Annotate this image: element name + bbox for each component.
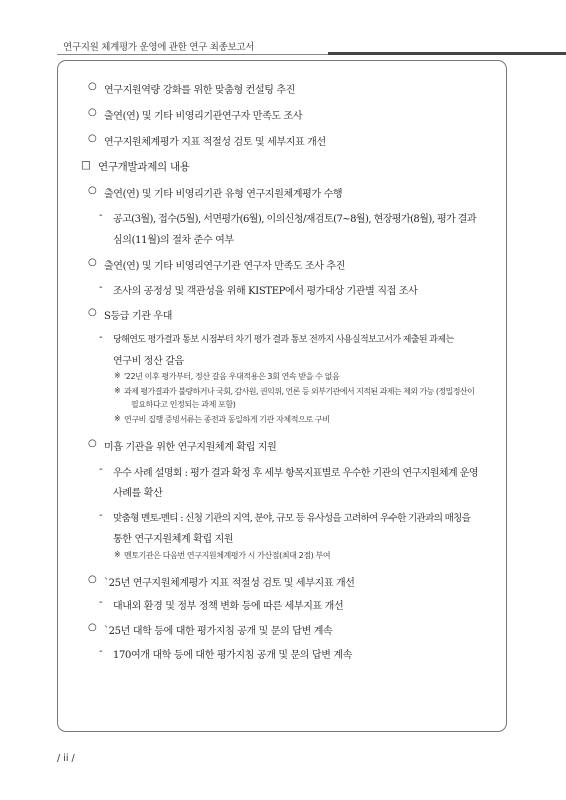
circle-bullet: ○ (88, 438, 97, 449)
note-mark: ※ (114, 414, 121, 423)
sub-item-text: 맞춤형 멘토-멘티 : 신청 기관의 지역, 분야, 규모 등 유사성을 고려하여 우수한 기관과의 매칭을 (113, 513, 471, 524)
sub-item-text: 심의(11월)의 절차 준수 여부 (113, 235, 234, 246)
dash-bullet: - (99, 510, 103, 521)
circle-bullet: ○ (88, 133, 97, 144)
header-rule-accent (328, 52, 566, 55)
note-mark: ※ (114, 550, 121, 559)
circle-bullet: ○ (88, 574, 97, 585)
item-title-text: S등급 기관 우대 (104, 311, 173, 322)
intro-item-text: 출연(연) 및 기타 비영리기관연구자 만족도 조사 (104, 111, 303, 122)
dash-bullet: - (99, 597, 103, 608)
dash-bullet: - (99, 210, 103, 221)
dash-bullet: - (99, 464, 103, 475)
circle-bullet: ○ (88, 307, 97, 318)
content-box (57, 60, 507, 732)
sub-item-text: 연구비 정산 갈음 (113, 356, 184, 367)
intro-item-text: 연구지원체계평가 지표 적절성 검토 및 세부지표 개선 (104, 137, 326, 148)
sub-item-text: 공고(3월), 접수(5월), 서면평가(6월), 이의신청/재검토(7~8월), 현장평가(8월), 평가 결과 (113, 214, 477, 225)
sub-item-text: 대내외 환경 및 정부 정책 변화 등에 따른 세부지표 개선 (113, 601, 344, 612)
note-text: 멘토기관은 다음번 연구지원체계평가 시 가산점(최대 2점) 부여 (124, 551, 331, 560)
intro-item-text: 연구지원역량 강화를 위한 맞춤형 컨설팅 추진 (104, 85, 296, 96)
item-title-text: 출연(연) 및 기타 비영리연구기관 연구자 만족도 조사 추진 (104, 261, 346, 272)
dash-bullet: - (99, 282, 103, 293)
page-header-title: 연구지원 체계평가 운영에 관한 연구 최종보고서 (63, 42, 255, 53)
circle-bullet: ○ (88, 257, 97, 268)
sub-item-text: 사례를 확산 (113, 488, 163, 499)
circle-bullet: ○ (88, 185, 97, 196)
page-number: / ii / (57, 753, 75, 764)
circle-bullet: ○ (88, 81, 97, 92)
dash-bullet: - (99, 332, 103, 343)
note-text: 과제 평가결과가 불량하거나 국회, 감사원, 권익위, 언론 등 외부기관에서 지적된 과제는 제외 가능 (정밀정산이 (124, 387, 475, 396)
item-title-text: `25년 연구지원체계평가 지표 적절성 검토 및 세부지표 개선 (104, 578, 355, 589)
sub-item-text: 통한 연구지원체계 확립 지원 (113, 534, 234, 545)
circle-bullet: ○ (88, 622, 97, 633)
square-bullet: □ (81, 159, 91, 171)
note-mark: ※ (114, 386, 121, 395)
item-title-text: 출연(연) 및 기타 비영리기관 유형 연구지원체계평가 수행 (104, 189, 343, 200)
item-title-text: `25년 대학 등에 대한 평가지침 공개 및 문의 답변 계속 (104, 626, 333, 637)
item-title-text: 미흡 기관을 위한 연구지원체계 확립 지원 (104, 442, 277, 453)
sub-item-text: 170여개 대학 등에 대한 평가지침 공개 및 문의 답변 계속 (113, 650, 353, 661)
note-mark: ※ (114, 371, 121, 380)
note-text: 연구비 집행 증빙서류는 종전과 동일하게 기관 자체적으로 구비 (124, 415, 330, 424)
note-text: '22년 이후 평가부터, 정산 갈음 우대적용은 3회 연속 받을 수 없음 (124, 372, 340, 381)
circle-bullet: ○ (88, 107, 97, 118)
dash-bullet: - (99, 646, 103, 657)
note-text: 필요하다고 인정되는 과제 포함) (131, 400, 236, 409)
sub-item-text: 조사의 공정성 및 객관성을 위해 KISTEP에서 평가대상 기관별 직접 조사 (113, 286, 418, 297)
sub-item-text: 우수 사례 설명회 : 평가 결과 확정 후 세부 항목지표별로 우수한 기관의 연구지원체계 운영 (113, 468, 478, 479)
section-title: 연구개발과제의 내용 (98, 161, 190, 173)
sub-item-text: 당해연도 평가결과 통보 시점부터 차기 평가 결과 통보 전까지 사용실적보고서가 제출된 과제는 (113, 335, 454, 345)
